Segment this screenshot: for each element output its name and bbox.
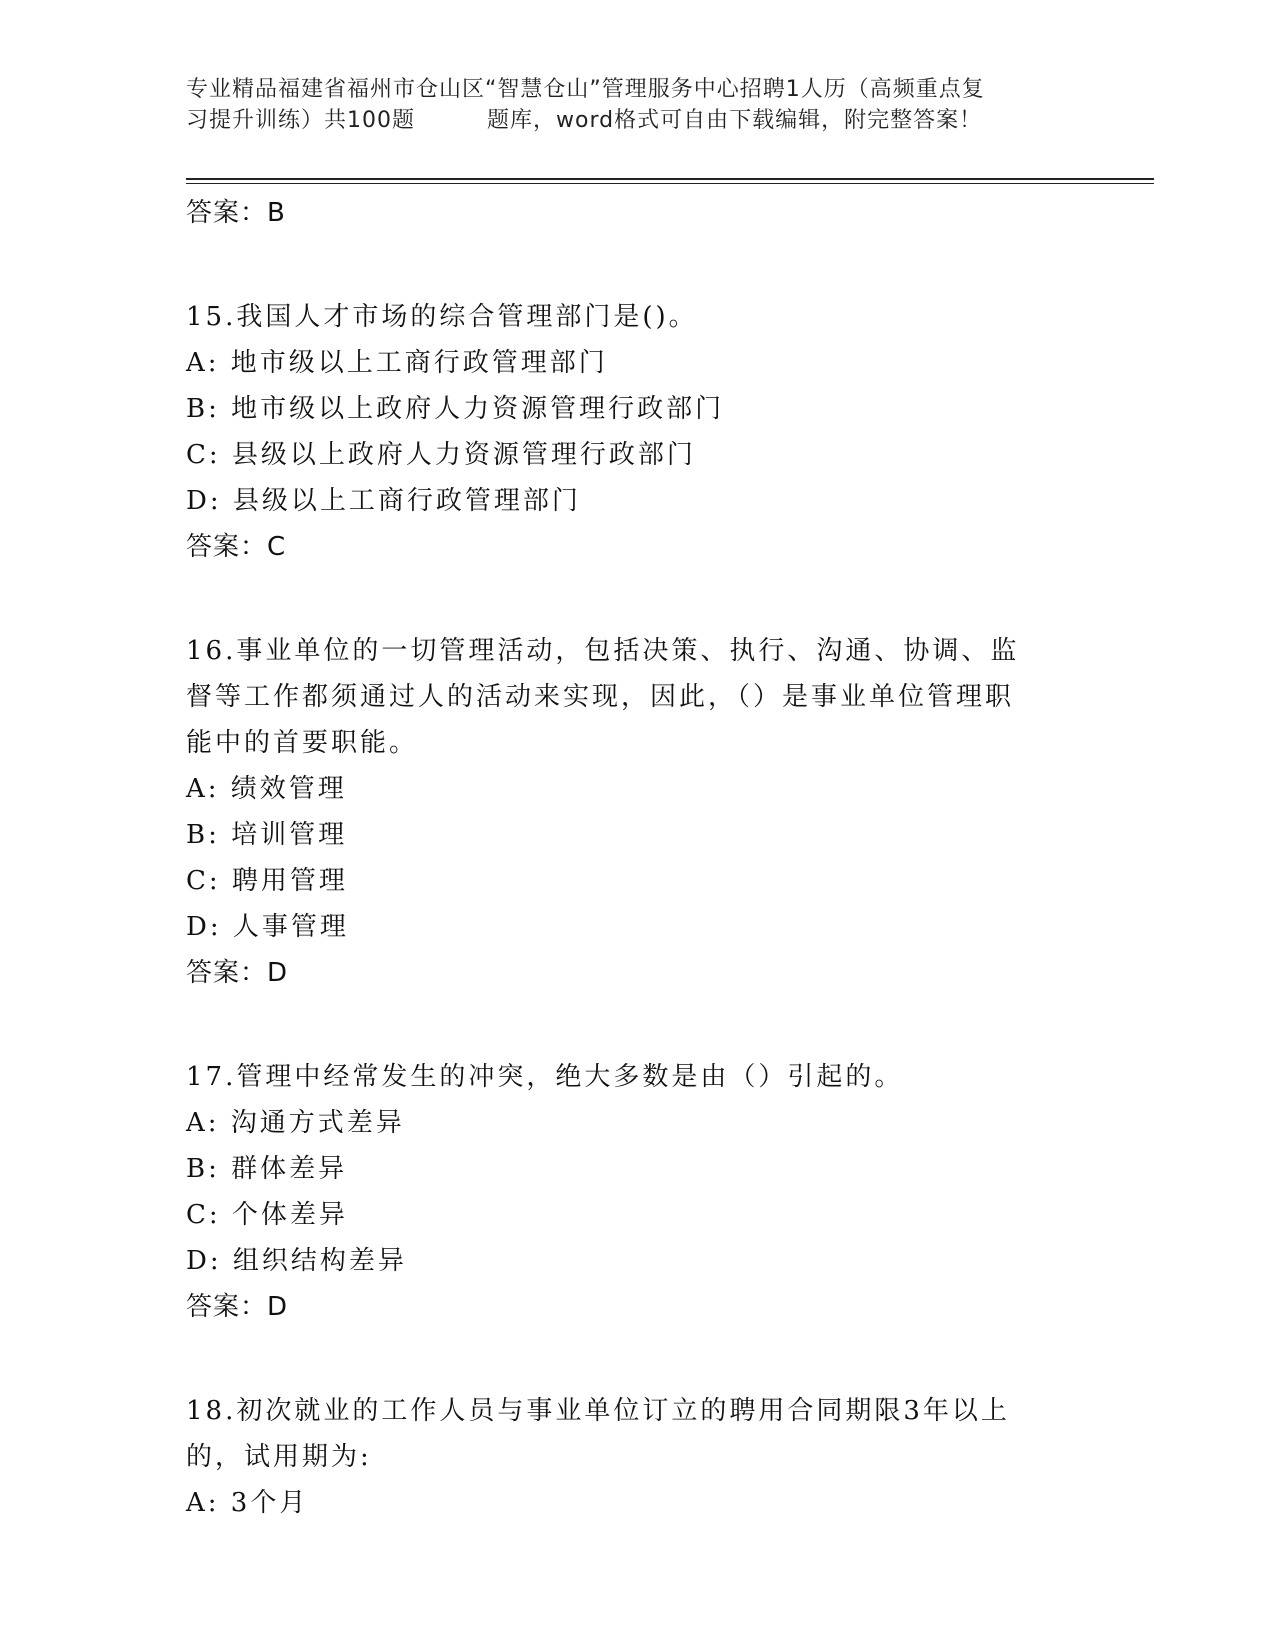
option-d: D: 人事管理 [186,912,349,942]
page-header [186,74,1086,136]
question-text: 17.管理中经常发生的冲突，绝大多数是由（）引起的。 [186,1062,904,1092]
option-b: B: 地市级以上政府人力资源管理行政部门 [186,394,725,424]
option-d: D: 县级以上工商行政管理部门 [186,486,581,516]
question-text: 16.事业单位的一切管理活动，包括决策、执行、沟通、协调、监督等工作都须通过人的活动来实现，因此，（）是事业单位管理职能中的首要职能。 [186,636,1020,758]
header-rule-thin [186,183,1154,184]
option-c: C: 聘用管理 [186,866,348,896]
option-c: C: 个体差异 [186,1200,348,1230]
question-16 [186,628,1086,996]
spacer [186,1330,1086,1388]
option-a: A: 3个月 [186,1488,309,1518]
previous-answer: 答案：B [186,198,286,228]
answer: 答案：D [186,1292,289,1322]
question-15 [186,294,1086,570]
question-text: 15.我国人才市场的综合管理部门是()。 [186,302,698,332]
header-line-2-part-2: 题库，word格式可自由下载编辑，附完整答案！ [487,108,983,133]
option-c: C: 县级以上政府人力资源管理行政部门 [186,440,696,470]
question-list [186,190,1086,1526]
option-b: B: 群体差异 [186,1154,348,1184]
header-line-1: 专业精品福建省福州市仓山区“智慧仓山”管理服务中心招聘1人历（高频重点复 [186,77,985,102]
spacer [186,236,1086,294]
header-line-2-part-1: 习提升训练）共100题 [186,108,415,133]
question-18 [186,1388,1086,1526]
option-b: B: 培训管理 [186,820,348,850]
option-a: A: 地市级以上工商行政管理部门 [186,348,608,378]
option-a: A: 绩效管理 [186,774,347,804]
spacer [186,996,1086,1054]
question-17 [186,1054,1086,1330]
answer: 答案：C [186,532,287,562]
header-rule-thick [186,178,1154,180]
question-text: 18.初次就业的工作人员与事业单位订立的聘用合同期限3年以上的，试用期为: [186,1396,1010,1472]
header-line-2 [186,105,1086,136]
answer: 答案：D [186,958,289,988]
spacer [186,570,1086,628]
option-a: A: 沟通方式差异 [186,1108,405,1138]
option-d: D: 组织结构差异 [186,1246,407,1276]
